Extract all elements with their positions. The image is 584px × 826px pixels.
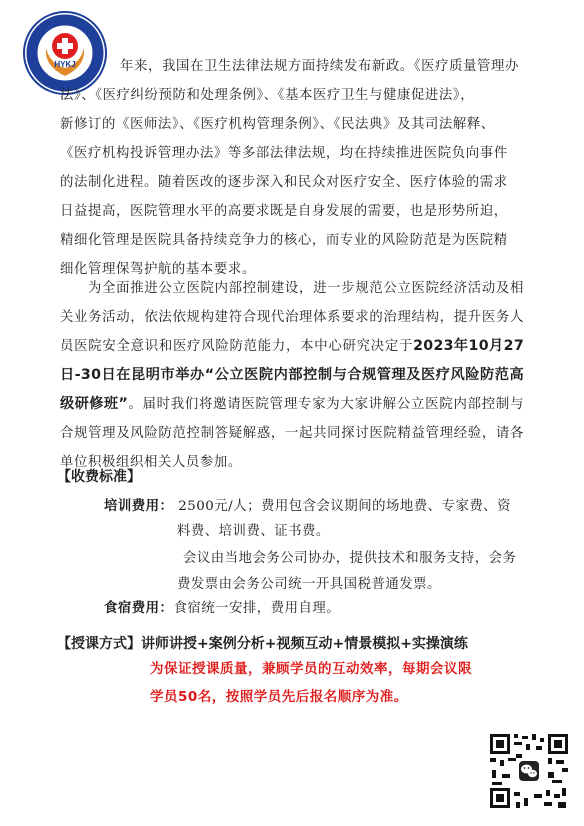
teaching-method-row [57, 633, 468, 653]
training-fee-value-cont: 料费、培训费、证书费。 [177, 524, 330, 539]
course-title-highlight: 2023年10月27日-30日在昆明市举办“公立医院内部控制与合规管理及医疗风险防范高级研修班” [60, 338, 524, 412]
lodging-fee-label: 食宿费用： [104, 601, 174, 616]
intro-line: 新修订的《医师法》、《医疗机构管理条例》、《民法典》及其司法解释、 [60, 117, 495, 132]
capacity-notice: 为保证授课质量，兼顾学员的互动效率，每期会议限学员50名，按照学员先后报名顺序为准。 [150, 661, 472, 705]
lodging-fee-row [104, 597, 524, 621]
intro-line: 精细化管理是医院具备持续竞争力的核心，而专业的风险防范是为医院精 [60, 233, 508, 248]
invoice-note [177, 546, 522, 598]
purpose-paragraph [60, 274, 524, 477]
intro-line: 年来，我国在卫生法律法规方面持续发布新政。《医疗质量管理办 [120, 59, 520, 74]
intro-line: 的法制化进程。随着医改的逐步深入和民众对医疗安全、医疗体验的需求 [60, 175, 508, 190]
intro-line: 细化管理保驾护航的基本要求。 [60, 262, 256, 277]
teaching-method-value: 讲师讲授+案例分析+视频互动+情景模拟+实操演练 [141, 636, 468, 652]
teaching-method-label: 【授课方式】 [57, 636, 141, 652]
training-fee-row [104, 495, 524, 519]
intro-line: 《医疗机构投诉管理办法》等多部法律法规，均在持续推进医院负向事件 [60, 146, 508, 161]
logo-badge-text: HYKJ [54, 60, 76, 69]
wechat-qr-code-icon [488, 732, 570, 810]
training-fee-value: 2500元/人；费用包含会议期间的场地费、专家费、资 [178, 499, 512, 514]
invoice-note-text: 会议由当地会务公司协办，提供技术和服务支持，会务费发票由会务公司统一开具国税普通发票。 [177, 551, 517, 592]
intro-line: 法》、《医疗纠纷预防和处理条例》、《基本医疗卫生与健康促进法》， [60, 88, 475, 103]
intro-paragraph [60, 52, 524, 284]
intro-line: 日益提高，医院管理水平的高要求既是自身发展的需要，也是形势所迫， [60, 204, 508, 219]
lodging-fee-value: 食宿统一安排，费用自理。 [173, 601, 341, 616]
training-fee-label: 培训费用： [104, 499, 174, 514]
fee-section-heading: 【收费标准】 [57, 469, 141, 485]
purpose-text: 为全面推进公立医院内部控制建设，进一步规范公立医院经济活动及相关业务活动，依法依规构建符合现代治理体系要求的治理结构，提升医务人员医院安全意识和医疗风险防范能力，本中心研究决定于 [60, 281, 524, 354]
purpose-text: 。届时我们将邀请医院管理专家为大家讲解公立医院内部控制与合规管理及风险防范控制答疑解惑，一起共同探讨医院精益管理经验，请各单位积极组织相关人员参加。 [60, 397, 524, 470]
